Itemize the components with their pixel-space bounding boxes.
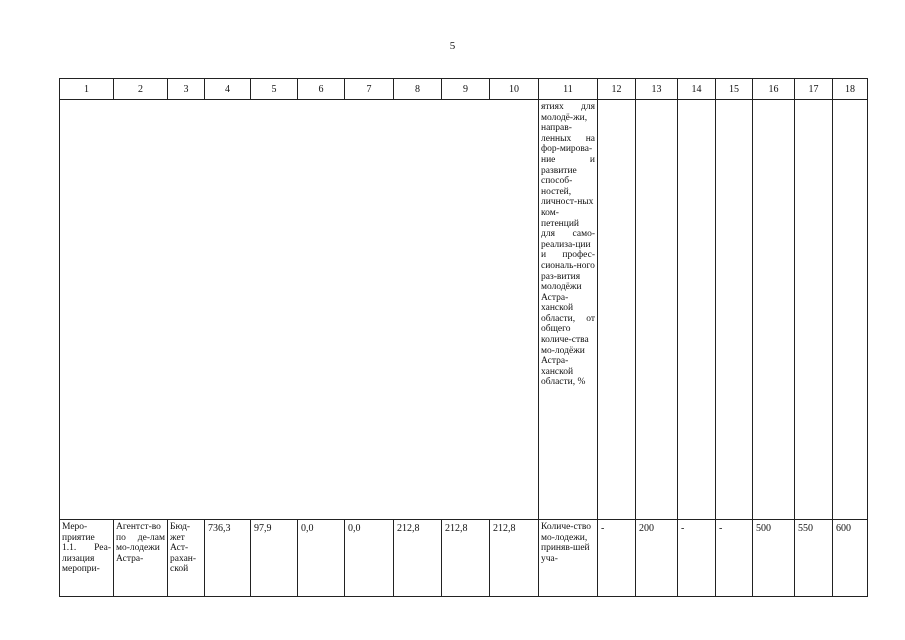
empty-merged-cell <box>60 100 539 520</box>
table-cell <box>833 100 868 520</box>
amount-cell: 212,8 <box>442 520 490 597</box>
column-header: 4 <box>205 79 251 100</box>
amount-cell: 736,3 <box>205 520 251 597</box>
continuation-row <box>60 100 868 520</box>
table-cell <box>716 100 753 520</box>
column-header: 18 <box>833 79 868 100</box>
value-cell: - <box>598 520 636 597</box>
column-header: 10 <box>490 79 539 100</box>
program-table <box>59 78 868 597</box>
page-number: 5 <box>449 40 456 52</box>
funding-source-cell: Бюд-жет Аст-рахан-ской <box>168 520 205 597</box>
column-header: 5 <box>251 79 298 100</box>
column-header: 16 <box>753 79 795 100</box>
column-header: 15 <box>716 79 753 100</box>
measure-name-cell: Меро-приятие 1.1. Реа-лизация меропри- <box>60 520 114 597</box>
column-header: 12 <box>598 79 636 100</box>
column-header: 11 <box>539 79 598 100</box>
indicator-cell: ятиях для молодё-жи, направ-ленных на фор-мирова-ние и развитие способ-ностей, личност-ных ком-петенций для само-реализа-ции и профес-сиональ-ного раз-вития молодёжи Астра-ханской области, от общего количе-ства мо-лодёжи Астра-ханской области, % <box>539 100 598 520</box>
table-cell <box>678 100 716 520</box>
value-cell: 500 <box>753 520 795 597</box>
column-header: 8 <box>394 79 442 100</box>
value-cell: - <box>716 520 753 597</box>
table-cell <box>795 100 833 520</box>
value-cell: 600 <box>833 520 868 597</box>
column-header: 13 <box>636 79 678 100</box>
column-header: 6 <box>298 79 345 100</box>
column-header: 1 <box>60 79 114 100</box>
column-header: 14 <box>678 79 716 100</box>
amount-cell: 0,0 <box>298 520 345 597</box>
value-cell: - <box>678 520 716 597</box>
indicator-cell: Количе-ство мо-лодежи, приняв-шей уча- <box>539 520 598 597</box>
table-cell <box>636 100 678 520</box>
amount-cell: 212,8 <box>394 520 442 597</box>
column-header: 3 <box>168 79 205 100</box>
value-cell: 200 <box>636 520 678 597</box>
column-header: 9 <box>442 79 490 100</box>
table-cell <box>753 100 795 520</box>
amount-cell: 212,8 <box>490 520 539 597</box>
value-cell: 550 <box>795 520 833 597</box>
table-cell <box>598 100 636 520</box>
column-header: 7 <box>345 79 394 100</box>
amount-cell: 97,9 <box>251 520 298 597</box>
column-header: 17 <box>795 79 833 100</box>
executor-cell: Агентст-во по де-лам мо-лодежи Астра- <box>114 520 168 597</box>
column-number-row <box>60 79 868 100</box>
measure-row <box>60 520 868 597</box>
amount-cell: 0,0 <box>345 520 394 597</box>
column-header: 2 <box>114 79 168 100</box>
